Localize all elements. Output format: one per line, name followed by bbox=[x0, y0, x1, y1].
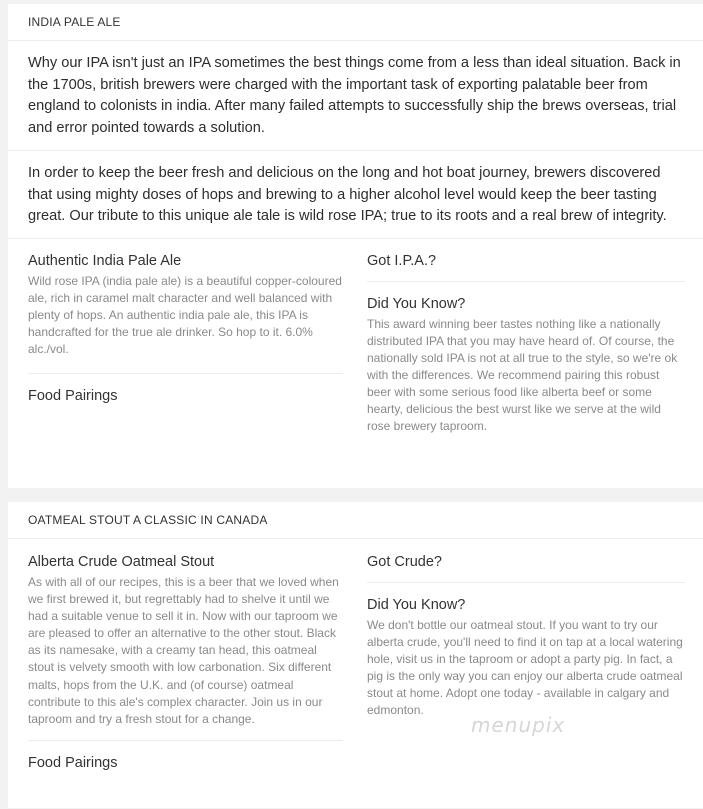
beer-facts-column bbox=[367, 554, 685, 720]
intro-paragraph: Why our IPA isn't just an IPA sometimes the best things come from a less than ideal situation. Back in the 1700s, british brewers were charged with the important task of exporting palatable beer from england to colonists in india. After many failed attempts to successfully ship the brews overseas, trial and error pointed towards a solution. bbox=[8, 41, 703, 151]
beer-info-column bbox=[28, 554, 343, 771]
beer-title: Alberta Crude Oatmeal Stout bbox=[28, 554, 215, 570]
divider bbox=[367, 281, 685, 282]
stout-section bbox=[8, 502, 703, 808]
got-heading: Got I.P.A.? bbox=[367, 252, 437, 269]
divider bbox=[28, 740, 343, 741]
did-you-know-text: We don't bottle our oatmeal stout. If you want to try our alberta crude, you'll need to find it on tap at a local watering hole, visit us in the taproom or adopt a party pig. In fact, a pig is the only way you can enjoy our alberta crude oatmeal stout at home. Adopt one today - available in calgary and edmonton. bbox=[367, 618, 683, 718]
did-you-know-heading: Did You Know? bbox=[367, 597, 466, 613]
got-heading: Got Crude? bbox=[367, 554, 442, 570]
ipa-section bbox=[8, 4, 703, 488]
intro-paragraph: In order to keep the beer fresh and delicious on the long and hot boat journey, brewers discovered that using mighty doses of hops and brewing to a higher alcohol level would keep the beer tasting great. Our tribute to this unique ale tale is wild rose IPA; true to its roots and a real brew of integrity. bbox=[8, 151, 703, 239]
food-pairings-heading: Food Pairings bbox=[28, 387, 118, 404]
divider bbox=[28, 373, 343, 374]
section-header: INDIA PALE ALE bbox=[8, 4, 703, 41]
divider bbox=[367, 582, 685, 583]
food-pairings-heading: Food Pairings bbox=[28, 754, 118, 771]
beer-facts-column bbox=[367, 253, 685, 436]
beer-info-column bbox=[28, 253, 343, 404]
section-header: OATMEAL STOUT A CLASSIC IN CANADA bbox=[8, 502, 703, 539]
did-you-know-text: This award winning beer tastes nothing like a nationally distributed IPA that you may have heard of. Of course, the nationally sold IPA is not at all true to the style, so we're ok with the differences. We recommend pairing this robust beer with some serious food like alberta beef or some hearty, delicious the best wurst like we serve at the wild rose brewery taproom. bbox=[367, 316, 678, 434]
beer-title: Authentic India Pale Ale bbox=[28, 252, 182, 269]
watermark: menupix bbox=[471, 713, 566, 737]
beer-description: As with all of our recipes, this is a beer that we loved when we first brewed it, but regrettably had to shelve it until we had a suitable venue to sell it in. Now with our taproom we are pleased to offer an alternative to the other stout. Black as its namesake, with a creamy tan head, this oatmeal stout is velvety smooth with low carbonation. Six different malts, hops from the U.K. and (of course) oatmeal contribute to this ale's complex character. Join us in our taproom and try a fresh stout for a change. bbox=[28, 575, 339, 726]
did-you-know-heading: Did You Know? bbox=[367, 295, 466, 312]
beer-description: Wild rose IPA (india pale ale) is a beautiful copper-coloured ale, rich in caramel malt character and well balanced with plenty of hops. An authentic india pale ale, this IPA is handcrafted for the true ale drinker. So hop to it. 6.0% alc./vol. bbox=[28, 273, 342, 356]
